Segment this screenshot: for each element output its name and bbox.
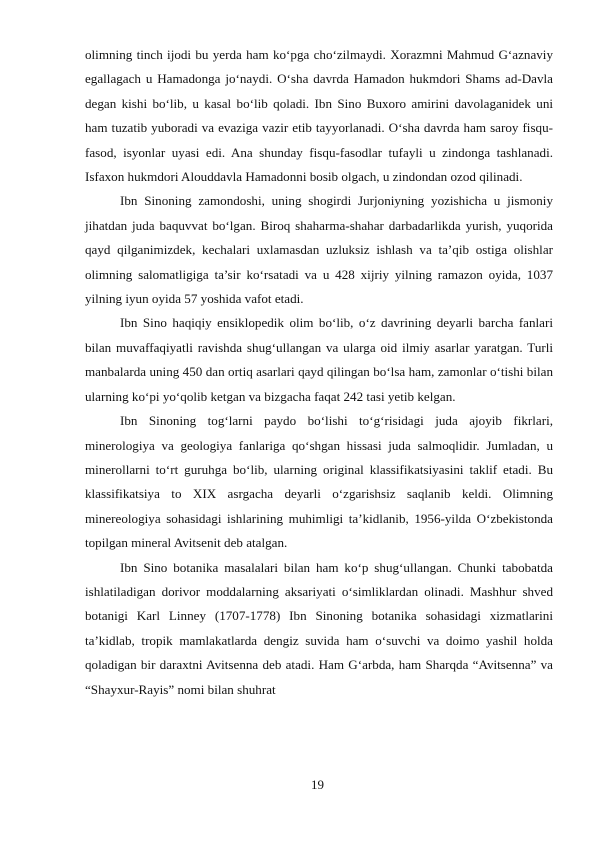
paragraph-continuation: olimning tinch ijodi bu yerda ham ko‘pga cho‘zilmaydi. Xorazmni Mahmud G‘aznaviy egallagach u Hamadonga jo‘naydi. O‘sha davrda Hamadon hukmdori Shams ad-Davla degan kishi bo‘lib, u kasal bo‘lib qoladi. Ibn Sino Buxoro amirini davolaganidek uni ham tuzatib yuboradi va evaziga vazir etib tayyorlanadi. O‘sha davrda ham saroy fisqu-fasod, isyonlar uyasi edi. Ana shunday fisqu-fasodlar tufayli u zindonga tashlanadi. Isfaxon hukmdori Alouddavla Hamadonni bosib olgach, u zindondan ozod qilinadi. <box>85 47 553 185</box>
page-number: 19 <box>311 777 324 792</box>
paragraph: Ibn Sinoning tog‘larni paydo bo‘lishi to‘g‘risidagi juda ajoyib fikrlari, minerologiya va geologiya fanlariga qo‘shgan hissasi juda salmoqlidir. Jumladan, u minerollarni to‘rt guruhga bo‘lib, ularning original klassifikatsiyasini taklif etadi. Bu klassifikatsiya to XIX asrgacha deyarli o‘zgarishsiz saqlanib keldi. Olimning minereologiya sohasidagi ishlarining muhimligi ta’kidlanib, 1956-yilda O‘zbekistonda topilgan mineral Avitsenit deb atalgan. <box>85 413 553 551</box>
paragraph: Ibn Sino botanika masalalari bilan ham ko‘p shug‘ullangan. Chunki tabobatda ishlatiladigan dorivor moddalarning aksariyati o‘simliklardan olinadi. Mashhur shved botanigi Karl Linney (1707-1778) Ibn Sinoning botanika sohasidagi xizmatlarini ta’kidlab, tropik mamlakatlarda dengiz suvida ham o‘suvchi va doimo yashil holda qoladigan bir daraxtni Avitsenna deb atadi. Ham G‘arbda, ham Sharqda “Avitsenna” va “Shayxur-Rayis” nomi bilan shuhrat <box>85 559 553 697</box>
paragraph: Ibn Sino haqiqiy ensiklopedik olim bo‘lib, o‘z davrining deyarli barcha fanlari bilan muvaffaqiyatli ravishda shug‘ullangan va ularga oid ilmiy asarlar yaratgan. Turli manbalarda uning 450 dan ortiq asarlari qayd qilingan bo‘lsa ham, zamonlar o‘tishi bilan ularning ko‘pi yo‘qolib ketgan va bizgacha faqat 242 tasi yetib kelgan. <box>85 315 553 404</box>
paragraph: Ibn Sinoning zamondoshi, uning shogirdi Jurjoniyning yozishicha u jismoniy jihatdan juda baquvvat bo‘lgan. Biroq shaharma-shahar darbadarlikda yurish, yuqorida qayd qilganimizdek, kechalari uxlamasdan uzluksiz ishlash va ta’qib ostiga olishlar olimning salomatligiga ta’sir ko‘rsatadi va u 428 xijriy yilning ramazon oyida, 1037 yilning iyun oyida 57 yoshida vafot etadi. <box>85 193 553 307</box>
body-text <box>85 43 553 702</box>
